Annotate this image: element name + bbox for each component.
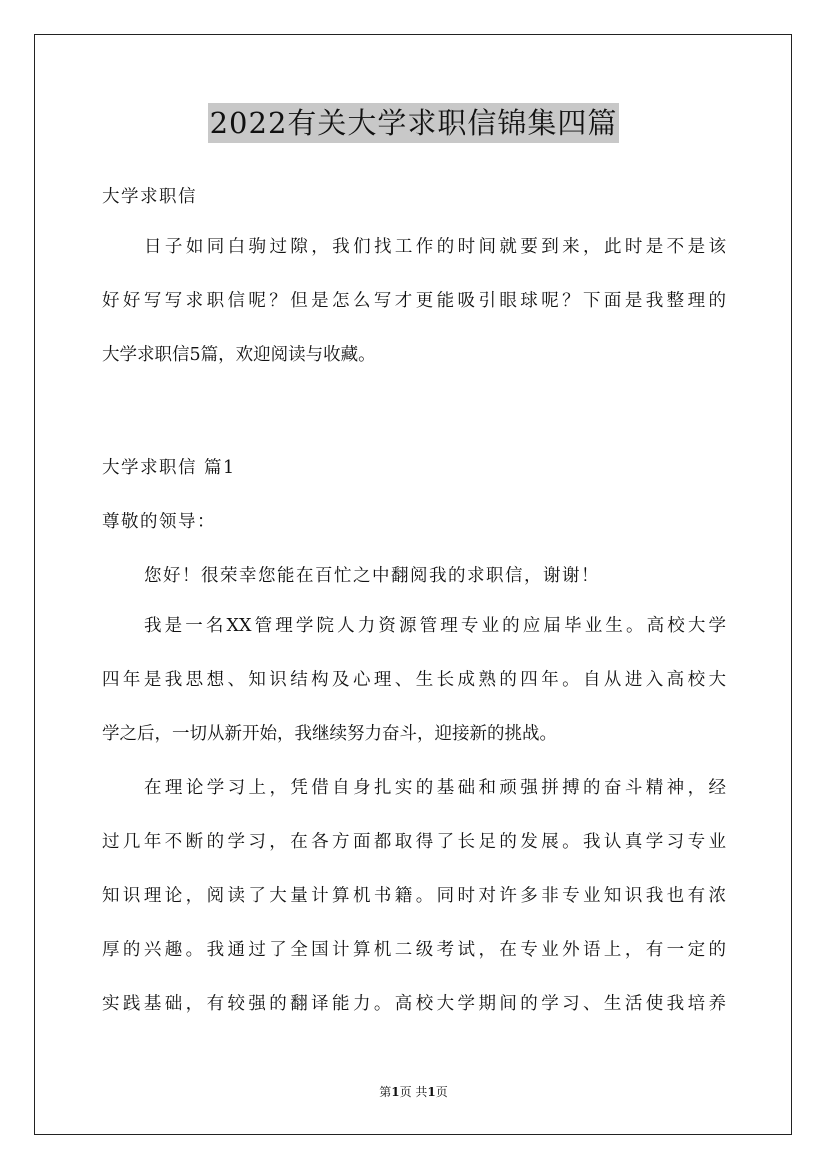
paragraph-line: 四年是我思想、知识结构及心理、生长成熟的四年。自从进入高校大 [102, 670, 726, 690]
section-heading: 大学求职信 [102, 187, 197, 207]
paragraph-line: 厚的兴趣。我通过了全国计算机二级考试，在专业外语上，有一定的 [102, 940, 726, 960]
document-title: 2022有关大学求职信锦集四篇 [208, 103, 620, 143]
page-label-suffix: 页 [435, 1085, 448, 1099]
intro-line: 好好写写求职信呢？但是怎么写才更能吸引眼球呢？下面是我整理的 [102, 291, 726, 311]
intro-paragraph [102, 237, 726, 399]
paragraph-2 [102, 778, 726, 1048]
page-footer [0, 1083, 827, 1100]
letter-heading: 大学求职信 篇1 [102, 458, 236, 478]
page-current: 1 [391, 1085, 400, 1099]
paragraph-line: 学之后，一切从新开始，我继续努力奋斗，迎接新的挑战。 [102, 724, 557, 744]
paragraph-line: 实践基础，有较强的翻译能力。高校大学期间的学习、生活使我培养 [102, 994, 726, 1014]
page-label-mid: 页 共 [399, 1085, 428, 1099]
paragraph-line: 知识理论，阅读了大量计算机书籍。同时对许多非专业知识我也有浓 [102, 886, 726, 906]
page-total: 1 [427, 1085, 436, 1099]
salutation: 尊敬的领导： [102, 512, 216, 532]
paragraph-line: 我是一名XX管理学院人力资源管理专业的应届毕业生。高校大学 [144, 616, 726, 636]
page-label-prefix: 第 [379, 1085, 392, 1099]
intro-line: 日子如同白驹过隙，我们找工作的时间就要到来，此时是不是该 [144, 237, 726, 257]
paragraph-line: 在理论学习上，凭借自身扎实的基础和顽强拼搏的奋斗精神，经 [144, 778, 726, 798]
paragraph-1 [102, 616, 726, 778]
title-container [0, 103, 827, 143]
greeting: 您好！很荣幸您能在百忙之中翻阅我的求职信，谢谢！ [144, 566, 600, 586]
intro-line: 大学求职信5篇，欢迎阅读与收藏。 [102, 345, 376, 365]
paragraph-line: 过几年不断的学习，在各方面都取得了长足的发展。我认真学习专业 [102, 832, 726, 852]
